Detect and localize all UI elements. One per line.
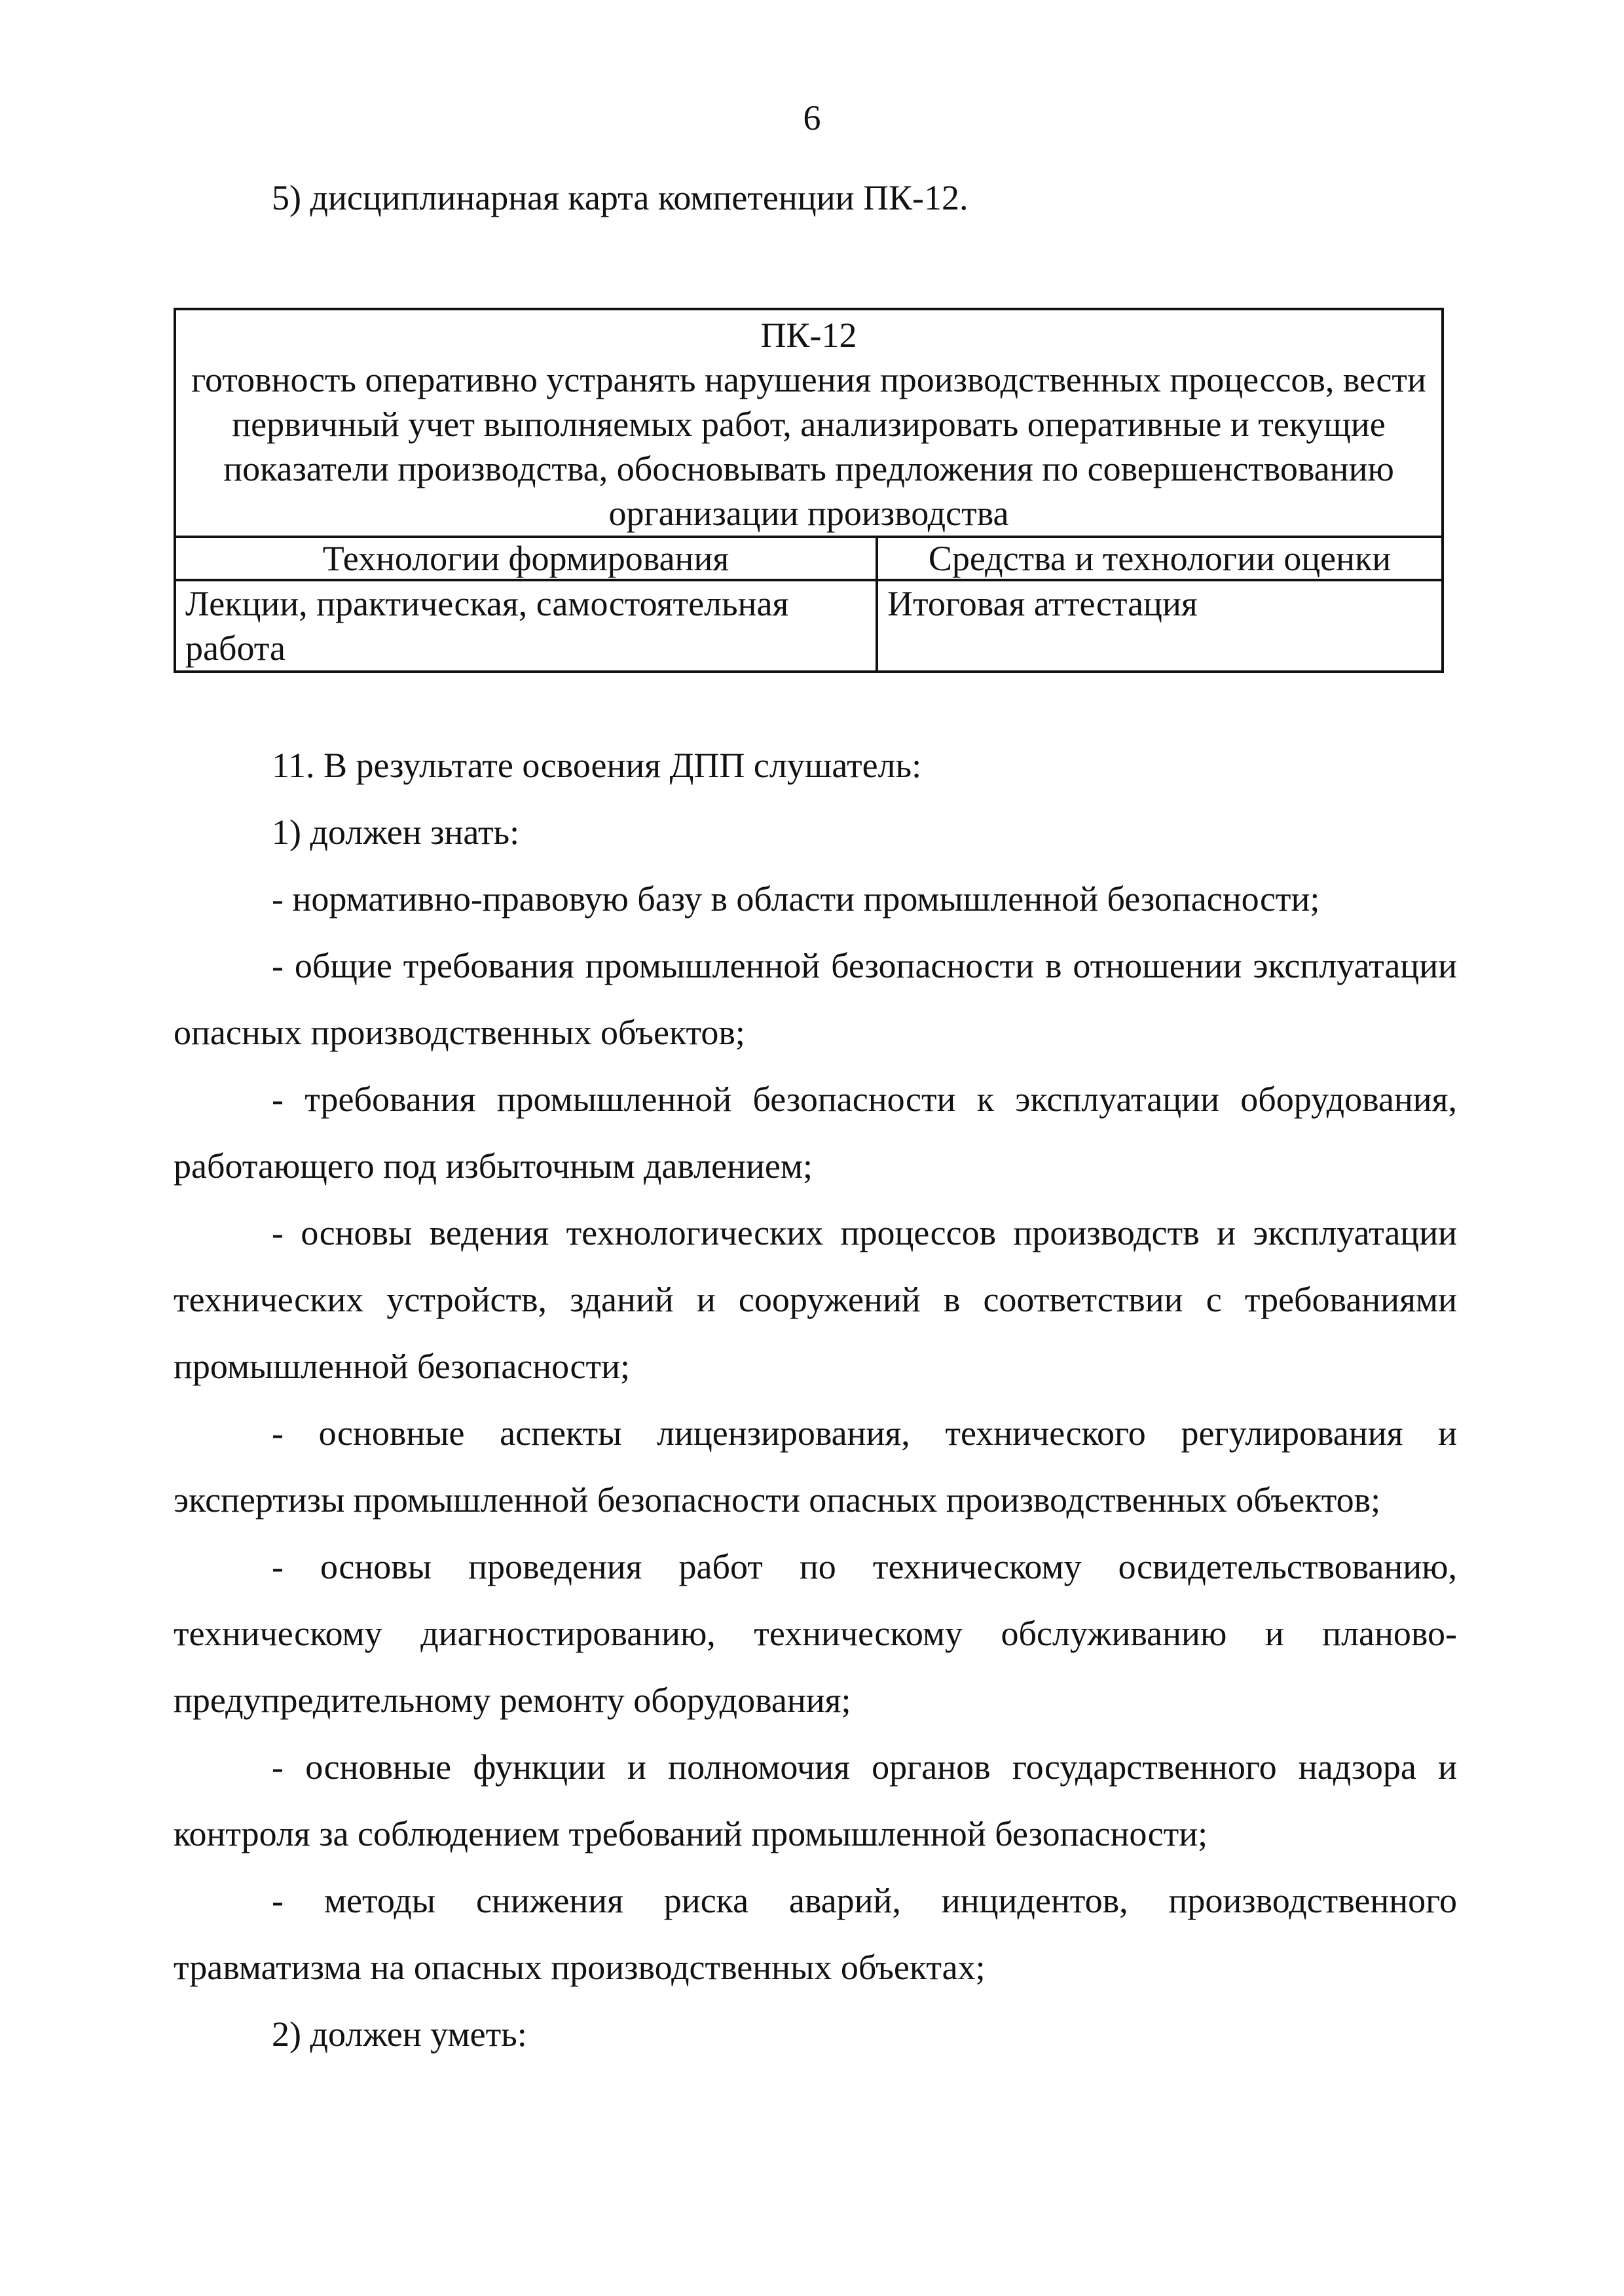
intro-line: 5) дисциплинарная карта компетенции ПК-12.	[272, 178, 969, 217]
competency-table	[174, 308, 1444, 673]
body-text	[174, 732, 1457, 2068]
table-row	[175, 309, 1443, 537]
col1-value: Лекции, практическая, самостоятельная работа	[175, 580, 877, 672]
list-item: - нормативно-правовую базу в области промышленной безопасности;	[272, 879, 1320, 919]
table-row	[175, 537, 1443, 580]
competency-description: готовность оперативно устранять нарушения производственных процессов, вести первичный учет выполняемых работ, анализировать оперативные и текущие показатели производства, обосновывать предложения по совершенствованию организации производства	[191, 360, 1426, 533]
must-know-heading: 1) должен знать:	[272, 812, 520, 852]
competency-code: ПК-12	[760, 316, 857, 355]
list-item: - методы снижения риска аварий, инцидентов, производственного травматизма на опасных производственных объектах;	[174, 1881, 1457, 1987]
section-title: 11. В результате освоения ДПП слушатель:	[272, 746, 922, 785]
list-item: - основные аспекты лицензирования, технического регулирования и экспертизы промышленной безопасности опасных производственных объектов;	[174, 1413, 1457, 1520]
list-item: - основные функции и полномочия органов государственного надзора и контроля за соблюдением требований промышленной безопасности;	[174, 1747, 1457, 1853]
col1-header: Технологии формирования	[175, 537, 877, 580]
list-item: - общие требования промышленной безопасности в отношении эксплуатации опасных производственных объектов;	[174, 946, 1457, 1052]
col2-header: Средства и технологии оценки	[877, 537, 1443, 580]
list-item: - основы проведения работ по техническому освидетельствованию, техническому диагностированию, техническому обслуживанию и планово-предупредительному ремонту оборудования;	[174, 1547, 1457, 1720]
page-number: 6	[803, 98, 821, 137]
competency-header-cell	[175, 309, 1443, 537]
list-item: - основы ведения технологических процессов производств и эксплуатации технических устройств, зданий и сооружений в соответствии с требованиями промышленной безопасности;	[174, 1213, 1457, 1386]
col2-value: Итоговая аттестация	[877, 580, 1443, 672]
table-row	[175, 580, 1443, 672]
must-be-able-heading: 2) должен уметь:	[272, 2014, 527, 2054]
list-item: - требования промышленной безопасности к эксплуатации оборудования, работающего под избыточным давлением;	[174, 1080, 1457, 1186]
